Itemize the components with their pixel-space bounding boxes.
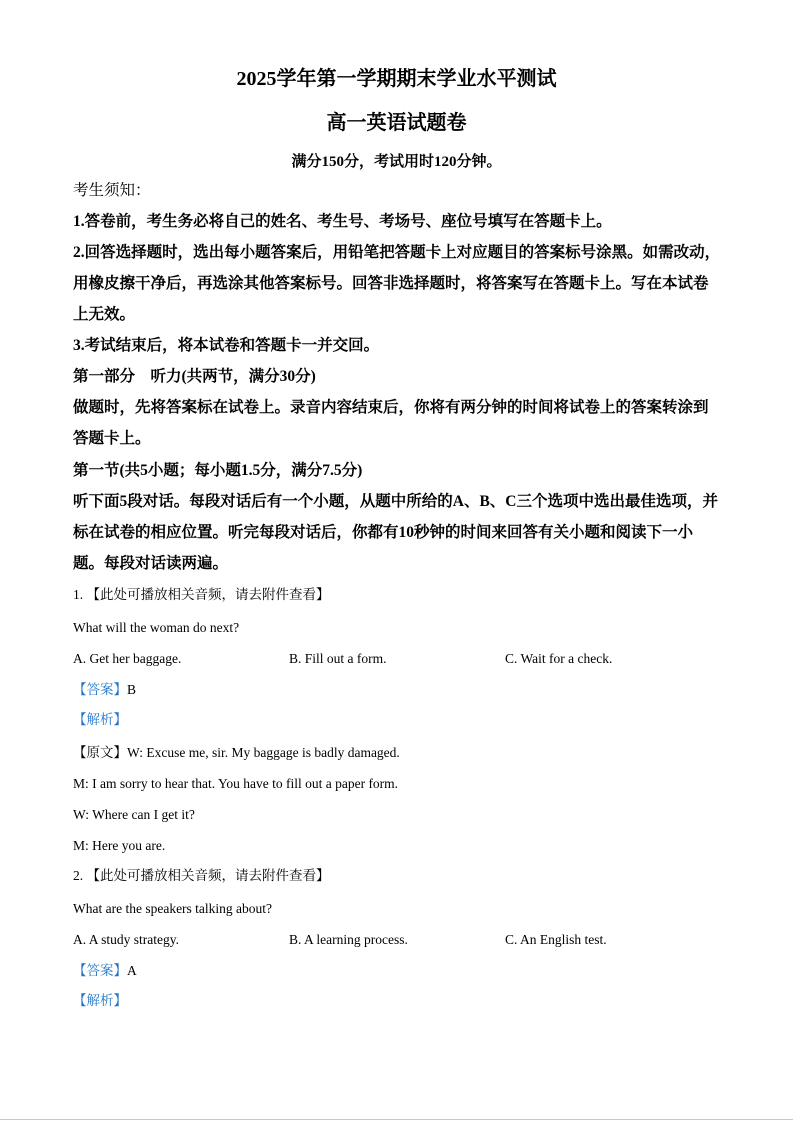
q1-audio-note: 1. 【此处可播放相关音频，请去附件查看】: [73, 587, 330, 602]
page-bottom-divider: [0, 1119, 793, 1120]
q2-audio-note: 2. 【此处可播放相关音频，请去附件查看】: [73, 868, 330, 883]
q1-transcript-line-1: [73, 744, 400, 762]
exam-title: 2025学年第一学期期末学业水平测试: [236, 68, 557, 90]
instructions-heading: 考生须知：: [73, 182, 151, 199]
q2-option-c: C. An English test.: [505, 932, 607, 947]
q1-transcript-line-4: M: Here you are.: [73, 838, 166, 853]
instruction-item-3: 3.考试结束后，将本试卷和答题卡一并交回。: [73, 337, 380, 354]
q1-transcript-line-3: W: Where can I get it?: [73, 807, 195, 822]
section1-heading: 第一节(共5小题；每小题1.5分，满分7.5分): [73, 462, 363, 479]
q1-option-b: B. Fill out a form.: [289, 651, 387, 666]
instruction-item-2: 2.回答选择题时，选出每小题答案后，用铅笔把答题卡上对应题目的答案标号涂黑。如需改动，用橡皮擦干净后，再选涂其他答案标号。回答非选择题时，将答案写在答题卡上。写在本试卷上无效。: [73, 244, 721, 323]
exam-subtitle: 高一英语试题卷: [326, 112, 467, 134]
q1-transcript-line-2: M: I am sorry to hear that. You have to fill out a paper form.: [73, 776, 399, 791]
q1-transcript-label: 【原文】: [73, 745, 127, 760]
q1-answer: B: [127, 682, 137, 697]
q2-stem: What are the speakers talking about?: [73, 901, 273, 916]
q1-option-c: C. Wait for a check.: [505, 651, 613, 666]
part1-description: 做题时，先将答案标在试卷上。录音内容结束后，你将有两分钟的时间将试卷上的答案转涂到答题卡上。: [73, 399, 709, 447]
q2-option-b: B. A learning process.: [289, 932, 408, 947]
q1-option-a: A. Get her baggage.: [73, 651, 182, 666]
q2-answer-label: 【答案】: [73, 963, 127, 978]
q1-analysis-label: 【解析】: [73, 712, 127, 727]
q1-answer-label: 【答案】: [73, 682, 127, 697]
exam-info: 满分150分，考试用时120分钟。: [291, 154, 502, 170]
q2-answer: A: [127, 963, 137, 978]
q2-analysis-label: 【解析】: [73, 993, 127, 1008]
q1-answer-line: [73, 681, 136, 699]
q1-stem: What will the woman do next?: [73, 620, 240, 635]
q2-answer-line: [73, 962, 137, 980]
q2-option-a: A. A study strategy.: [73, 932, 179, 947]
instruction-item-1: 1.答卷前，考生务必将自己的姓名、考生号、考场号、座位号填写在答题卡上。: [73, 213, 612, 230]
q1-transcript-text-1: W: Excuse me, sir. My baggage is badly damaged.: [127, 745, 400, 760]
section1-description: 听下面5段对话。每段对话后有一个小题，从题中所给的A、B、C三个选项中选出最佳选项，并标在试卷的相应位置。听完每段对话后，你都有10秒钟的时间来回答有关小题和阅读下一小题。每段对话读两遍。: [73, 493, 718, 572]
part1-heading: 第一部分 听力(共两节，满分30分): [73, 368, 316, 385]
